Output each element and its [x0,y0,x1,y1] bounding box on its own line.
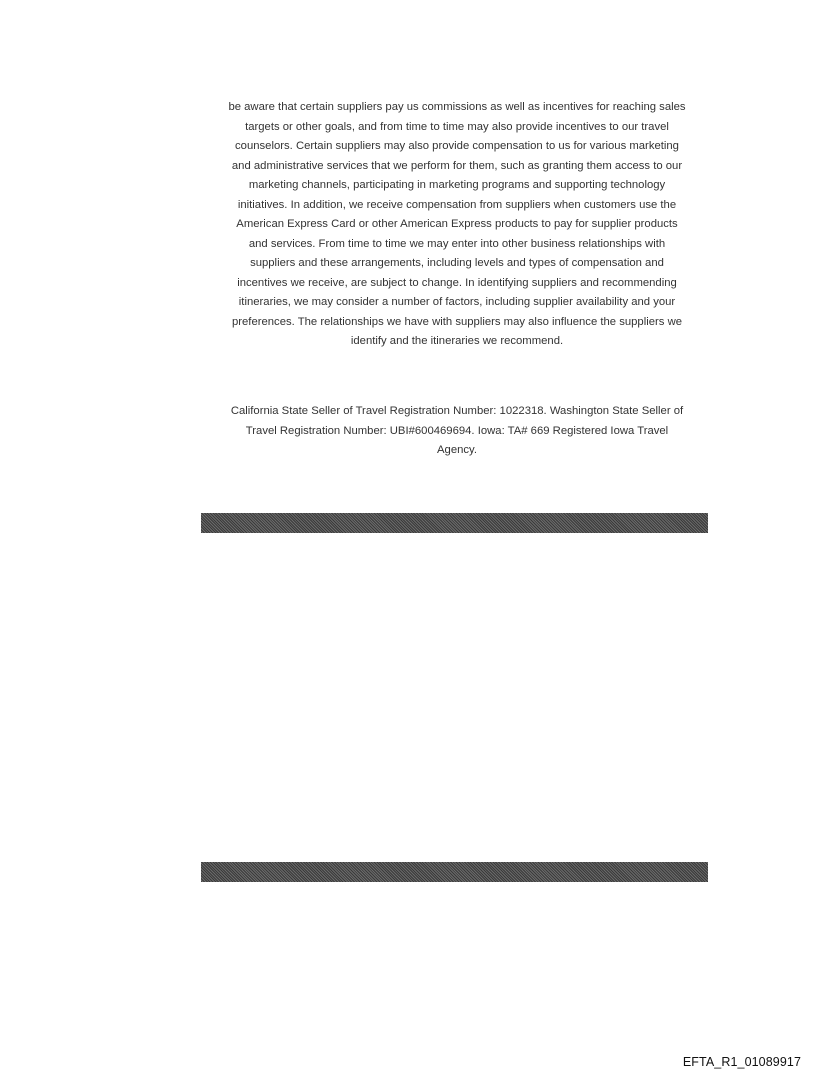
document-id: EFTA_R1_01089917 [682,1055,801,1069]
supplier-compensation-disclosure: be aware that certain suppliers pay us commissions as well as incentives for reaching sales targets or other goals, and from time to time may also provide incentives to our travel counselors. Certain suppliers may also provide compensation to us for various marketing and administrative services that we perform for them, such as granting them access to our marketing channels, participating in marketing programs and supporting technology initiatives. In addition, we receive compensation from suppliers when customers use the American Express Card or other American Express products to pay for supplier products and services. From time to time we may enter into other business relationships with suppliers and these arrangements, including levels and types of compensation and incentives we receive, are subject to change. In identifying suppliers and recommending itineraries, we may consider a number of factors, including supplier availability and your preferences. The relationships we have with suppliers may also influence the suppliers we identify and the itineraries we recommend. [228,101,686,347]
seller-of-travel-registration: California State Seller of Travel Registration Number: 1022318. Washington State Seller of Travel Registration Number: UBI#600469694. Iowa: TA# 669 Registered Iowa Travel Agency. [230,405,684,456]
redaction-bar [201,513,708,533]
redaction-bar [201,862,708,882]
